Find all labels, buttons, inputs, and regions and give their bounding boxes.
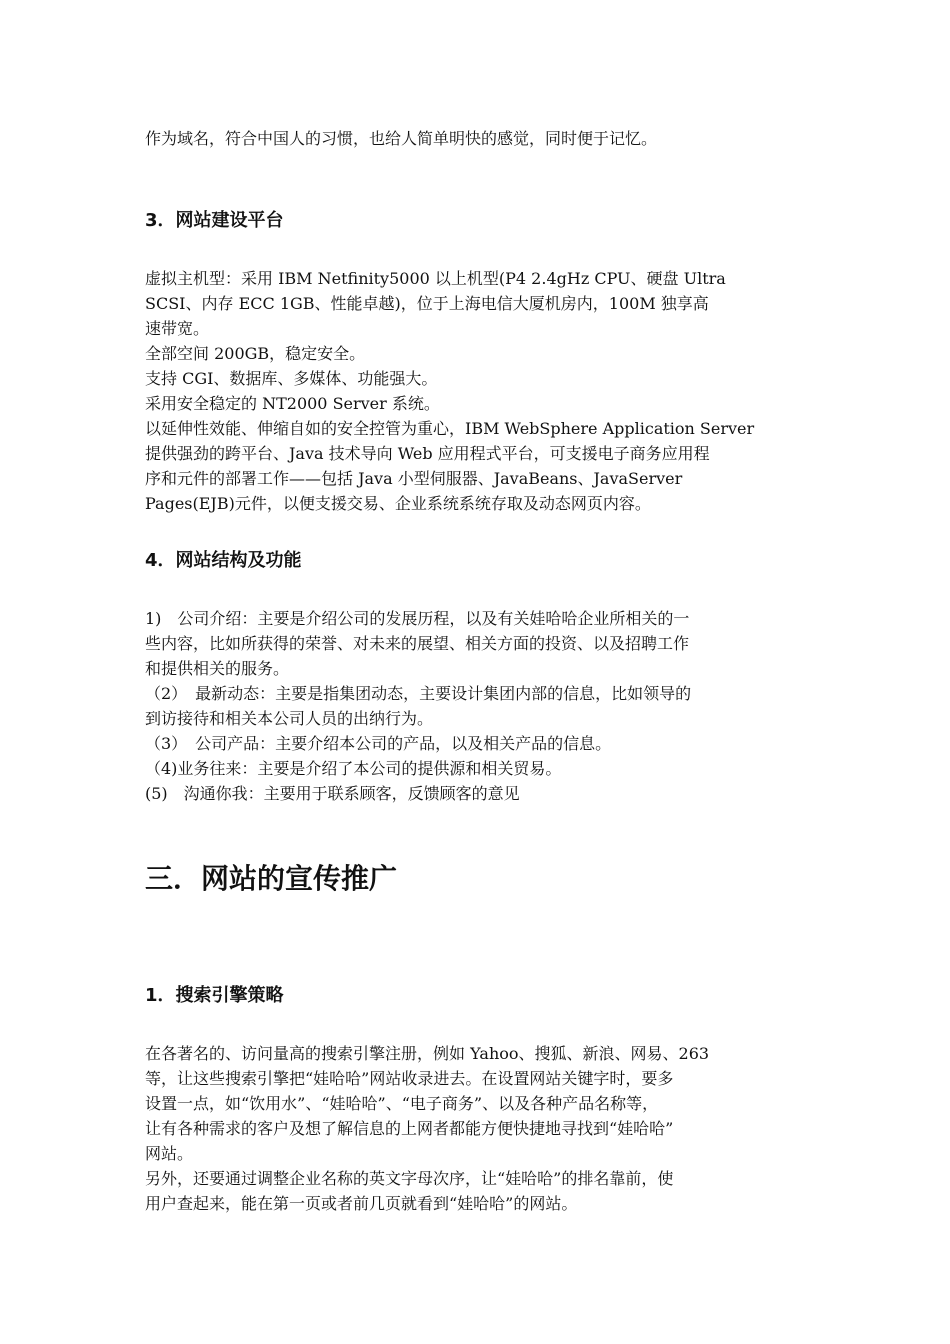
text-line: 让有各种需求的客户及想了解信息的上网者都能方便快捷地寻找到“娃哈哈” [145, 1119, 674, 1138]
structure-paragraph [145, 606, 810, 806]
platform-paragraph [145, 266, 810, 516]
text-line: （4)业务往来：主要是介绍了本公司的提供源和相关贸易。 [145, 759, 562, 778]
text-line: (5) 沟通你我：主要用于联系顾客，反馈顾客的意见 [145, 784, 520, 803]
chapter-heading-promotion: 三．网站的宣传推广 [145, 862, 398, 895]
text-line: 全部空间 200GB，稳定安全。 [145, 344, 366, 363]
text-line: 1) 公司介绍：主要是介绍公司的发展历程，以及有关娃哈哈企业所相关的一 [145, 609, 690, 628]
text-line: 些内容，比如所获得的荣誉、对未来的展望、相关方面的投资、以及招聘工作 [145, 634, 690, 653]
text-line: 网站。 [145, 1144, 194, 1163]
text-line: 采用安全稳定的 NT2000 Server 系统。 [145, 394, 440, 413]
text-line: 虚拟主机型：采用 IBM Netfinity5000 以上机型(P4 2.4gHz CPU、硬盘 Ultra [145, 269, 726, 288]
text-line: （3） 公司产品：主要介绍本公司的产品，以及相关产品的信息。 [145, 734, 612, 753]
text-line: 提供强劲的跨平台、Java 技术导向 Web 应用程式平台，可支援电子商务应用程 [145, 444, 710, 463]
text-line: 在各著名的、访问量高的搜索引擎注册，例如 Yahoo、搜狐、新浪、网易、263 [145, 1044, 710, 1063]
section-heading-platform: 3．网站建设平台 [145, 210, 284, 231]
text-line: 到访接待和相关本公司人员的出纳行为。 [145, 709, 434, 728]
search-engine-paragraph [145, 1041, 810, 1216]
text-line: 速带宽。 [145, 319, 210, 338]
text-line: 用户查起来，能在第一页或者前几页就看到“娃哈哈”的网站。 [145, 1194, 578, 1213]
section-heading-search-engine: 1．搜索引擎策略 [145, 985, 284, 1006]
text-line: 另外，还要通过调整企业名称的英文字母次序，让“娃哈哈”的排名靠前，使 [145, 1169, 674, 1188]
text-line: 支持 CGI、数据库、多媒体、功能强大。 [145, 369, 438, 388]
intro-paragraph [145, 126, 810, 151]
text-line: （2） 最新动态：主要是指集团动态，主要设计集团内部的信息，比如领导的 [145, 684, 692, 703]
text-line: Pages(EJB)元件，以便支援交易、企业系统系统存取及动态网页内容。 [145, 494, 651, 513]
text-line: 以延伸性效能、伸缩自如的安全控管为重心，IBM WebSphere Application Server [145, 419, 755, 438]
text-line: 作为域名，符合中国人的习惯，也给人简单明快的感觉，同时便于记忆。 [145, 129, 658, 148]
section-heading-structure: 4．网站结构及功能 [145, 550, 302, 571]
text-line: 等，让这些搜索引擎把“娃哈哈”网站收录进去。在设置网站关键字时，要多 [145, 1069, 674, 1088]
text-line: 和提供相关的服务。 [145, 659, 290, 678]
text-line: 序和元件的部署工作——包括 Java 小型伺服器、JavaBeans、JavaServer [145, 469, 683, 488]
text-line: SCSI、内存 ECC 1GB、性能卓越)，位于上海电信大厦机房内，100M 独享高 [145, 294, 709, 313]
text-line: 设置一点，如“饮用水”、“娃哈哈”、“电子商务”、以及各种产品名称等， [145, 1094, 659, 1113]
